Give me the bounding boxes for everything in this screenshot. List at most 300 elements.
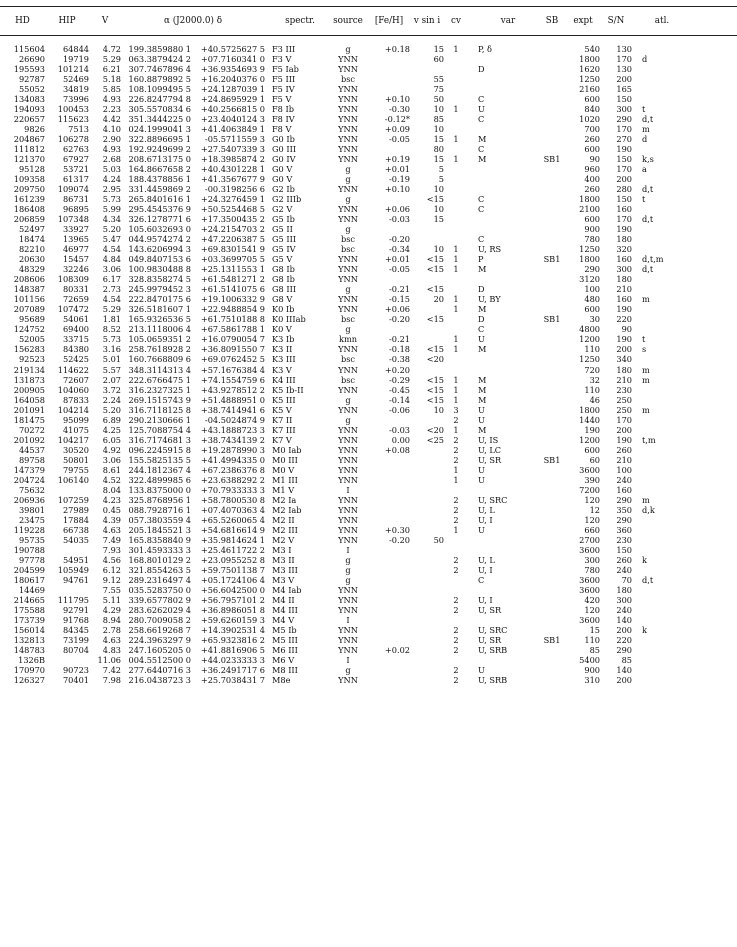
cell-ra: 125.7088754 4 <box>128 424 191 435</box>
cell-sb <box>538 525 566 535</box>
cell-hd: 161239 <box>13 194 45 205</box>
cell-dec: +19.2878990 3 <box>200 444 265 455</box>
cell-v: 5.01 <box>102 354 121 365</box>
cell-v: 4.23 <box>102 494 121 505</box>
cell-sb <box>538 234 566 244</box>
cell-expt: 700 <box>584 124 600 135</box>
cell-vsini <box>410 304 444 314</box>
cell-cv: 1 <box>453 524 459 535</box>
col-header-expt: expt <box>573 16 593 26</box>
cell-dec: +58.7800530 8 <box>200 494 265 505</box>
cell-feh: +0.01 <box>384 164 410 175</box>
cell-feh: +0.08 <box>384 444 410 455</box>
cell-v: 8.61 <box>102 464 121 475</box>
cell-var <box>468 365 538 375</box>
cell-atl: d,t <box>642 184 654 195</box>
cell-hip: 104214 <box>57 404 89 415</box>
cell-spectr: M3 V <box>272 574 295 585</box>
table-row <box>0 354 737 364</box>
cell-ra: 316.2327325 1 <box>128 384 191 395</box>
cell-source: YNN <box>338 534 358 545</box>
cell-spectr: G8 V <box>272 294 293 305</box>
cell-atl <box>632 174 682 184</box>
cell-source: YNN <box>338 364 358 375</box>
cell-expt: 2160 <box>579 84 600 95</box>
cell-hd: 206859 <box>13 214 45 225</box>
cell-dec: +24.2154703 2 <box>200 224 265 235</box>
cell-sn: 260 <box>616 444 632 455</box>
cell-cv: 2 <box>453 564 459 575</box>
cell-sb <box>538 405 566 415</box>
cell-ra: 088.7928716 1 <box>128 504 191 515</box>
cell-v: 8.52 <box>102 324 121 335</box>
cell-hd: 156014 <box>13 624 45 635</box>
cell-spectr: K0 IIIab <box>272 314 306 325</box>
cell-source: YNN <box>338 204 358 215</box>
col-header-sb: SB <box>545 16 559 26</box>
cell-vsini <box>410 224 444 234</box>
cell-feh: -0.18 <box>389 344 410 355</box>
cell-source: g <box>345 574 351 585</box>
cell-hip: 67927 <box>62 154 89 165</box>
cell-ra: 160.8879892 5 <box>128 74 191 85</box>
cell-sb <box>538 284 566 294</box>
cell-sb <box>538 64 566 74</box>
table-row <box>0 144 737 154</box>
cell-spectr: M8 III <box>272 664 298 675</box>
cell-v: 3.06 <box>102 264 121 275</box>
cell-source: bsc <box>340 244 356 255</box>
cell-sb <box>538 565 566 575</box>
cell-dec: +61.5141075 6 <box>200 284 265 295</box>
cell-hip: 94761 <box>62 574 89 585</box>
cell-v: 4.39 <box>102 514 121 525</box>
cell-atl: k <box>642 554 647 565</box>
cell-vsini <box>410 64 444 74</box>
cell-atl <box>632 425 682 435</box>
cell-ra: 205.1845521 3 <box>128 524 191 535</box>
cell-feh <box>368 515 410 525</box>
cell-ra: 155.5825135 5 <box>128 454 191 465</box>
cell-atl: m <box>642 494 650 505</box>
cell-sn: 180 <box>616 274 632 285</box>
cell-vsini: <20 <box>426 424 444 435</box>
cell-expt: 1200 <box>579 334 600 345</box>
cell-dec: +69.8301541 9 <box>200 244 265 255</box>
cell-feh <box>368 575 410 585</box>
cell-spectr: M3 III <box>272 564 298 575</box>
cell-dec: +40.4301228 1 <box>200 164 265 175</box>
table-row <box>0 515 737 525</box>
cell-source: YNN <box>338 594 358 605</box>
cell-atl <box>632 605 682 615</box>
cell-spectr: K4 III <box>272 374 296 385</box>
cell-ra: 160.7668809 6 <box>128 354 191 365</box>
cell-hip <box>45 485 89 495</box>
cell-spectr: G0 IV <box>272 154 296 165</box>
cell-hip: 54035 <box>62 534 89 545</box>
cell-ra: 290.2130666 1 <box>128 414 191 425</box>
cell-expt: 420 <box>584 594 600 605</box>
cell-v: 2.24 <box>102 394 121 405</box>
cell-expt: 260 <box>584 184 600 195</box>
cell-spectr: M4 III <box>272 604 298 615</box>
cell-feh: +0.10 <box>384 94 410 105</box>
cell-v: 6.89 <box>102 414 121 425</box>
cell-expt: 1800 <box>579 404 600 415</box>
col-header-hd: HD <box>15 16 30 26</box>
cell-hd: 204724 <box>13 474 45 485</box>
cell-hd: 9826 <box>24 124 45 135</box>
cell-hip: 90723 <box>62 664 89 675</box>
cell-atl: d,t <box>642 264 654 275</box>
cell-feh <box>368 495 410 505</box>
cell-sb <box>538 505 566 515</box>
cell-dec: +25.1311553 1 <box>200 264 265 275</box>
cell-v: 4.52 <box>102 474 121 485</box>
cell-vsini: <15 <box>426 194 444 205</box>
cell-cv <box>444 224 468 234</box>
cell-sb <box>538 365 566 375</box>
cell-var <box>468 174 538 184</box>
cell-v: 7.55 <box>102 584 121 595</box>
cell-expt: 110 <box>584 634 600 645</box>
cell-dec: +18.3985874 2 <box>200 154 265 165</box>
cell-vsini <box>410 665 444 675</box>
cell-cv: 2 <box>453 634 459 645</box>
cell-atl <box>632 324 682 334</box>
table-row <box>0 675 737 685</box>
cell-feh <box>368 485 410 495</box>
cell-dec: +40.2566815 0 <box>200 104 265 115</box>
cell-cv: 2 <box>453 594 459 605</box>
header-row <box>0 7 737 35</box>
cell-atl <box>632 64 682 74</box>
cell-source: g <box>345 44 351 54</box>
cell-hd: 48329 <box>18 264 45 275</box>
cell-atl <box>632 585 682 595</box>
cell-vsini: <15 <box>426 264 444 275</box>
cell-source: bsc <box>340 314 356 325</box>
cell-sn: 170 <box>616 214 632 225</box>
table-row <box>0 184 737 194</box>
cell-vsini <box>410 505 444 515</box>
cell-hip: 80704 <box>62 644 89 655</box>
cell-var: U, I <box>478 514 493 525</box>
cell-cv: 1 <box>453 374 459 385</box>
cell-expt: 660 <box>584 524 600 535</box>
cell-v: 6.12 <box>102 564 121 575</box>
cell-sb <box>538 334 566 344</box>
cell-ra: 269.1515743 9 <box>128 394 191 405</box>
cell-v: 4.83 <box>102 644 121 655</box>
cell-sn: 230 <box>616 384 632 395</box>
cell-hd: 219134 <box>13 364 45 375</box>
table-row <box>0 234 737 244</box>
cell-dec: +25.7038431 7 <box>200 674 265 685</box>
cell-cv <box>444 485 468 495</box>
cell-spectr: M5 III <box>272 634 298 645</box>
cell-var: U, SRB <box>478 674 508 685</box>
cell-expt: 190 <box>584 424 600 435</box>
cell-spectr: G2 IIIb <box>272 194 302 205</box>
cell-spectr: K3 V <box>272 364 292 375</box>
cell-cv: 1 <box>453 304 459 315</box>
cell-v: 5.85 <box>102 84 121 95</box>
cell-v: 5.99 <box>102 204 121 215</box>
cell-hip: 107348 <box>57 214 89 225</box>
cell-cv <box>444 184 468 194</box>
cell-vsini: 10 <box>433 104 444 115</box>
cell-dec: +35.9814624 1 <box>200 534 265 545</box>
cell-atl: t <box>642 194 646 205</box>
cell-sb <box>538 445 566 455</box>
cell-expt: 310 <box>584 674 600 685</box>
cell-spectr: M2 V <box>272 534 295 545</box>
cell-v: 5.03 <box>102 164 121 175</box>
cell-atl <box>632 445 682 455</box>
cell-sb <box>538 555 566 565</box>
cell-expt: 5400 <box>579 654 600 665</box>
cell-v: 5.57 <box>102 364 121 375</box>
cell-atl <box>632 665 682 675</box>
cell-sn: 190 <box>616 334 632 345</box>
cell-var: P <box>478 254 484 265</box>
cell-expt: 3600 <box>579 584 600 595</box>
cell-v: 4.42 <box>102 114 121 125</box>
cell-hip: 7513 <box>68 124 89 135</box>
cell-v: 6.21 <box>102 64 121 75</box>
cell-sn: 290 <box>616 494 632 505</box>
cell-hip: 84345 <box>62 624 89 635</box>
cell-feh: +0.06 <box>384 304 410 315</box>
cell-spectr: F8 Ib <box>272 104 294 115</box>
cell-atl <box>632 475 682 485</box>
cell-hip: 72607 <box>62 374 89 385</box>
cell-source: g <box>345 554 351 565</box>
cell-var: U <box>478 414 485 425</box>
cell-source: YNN <box>338 444 358 455</box>
cell-ra: 224.3963297 9 <box>128 634 191 645</box>
table-row <box>0 164 737 174</box>
cell-sn: 290 <box>616 114 632 125</box>
cell-sn: 210 <box>616 374 632 385</box>
cell-v: 5.11 <box>102 594 121 605</box>
cell-hip: 95099 <box>62 414 89 425</box>
cell-var: U, RS <box>478 244 502 255</box>
cell-ra: 133.8375000 0 <box>128 484 191 495</box>
cell-ra: 100.9830488 8 <box>128 264 191 275</box>
cell-source: I <box>346 614 350 625</box>
cell-atl: m <box>642 404 650 415</box>
cell-source: g <box>345 394 351 405</box>
cell-expt: 600 <box>584 94 600 105</box>
cell-sn: 220 <box>616 314 632 325</box>
cell-hip: 50801 <box>62 454 89 465</box>
cell-dec: +38.7414941 6 <box>200 404 265 415</box>
cell-spectr: M3 II <box>272 554 295 565</box>
cell-expt: 90 <box>589 154 600 165</box>
cell-atl: d,t <box>642 574 654 585</box>
cell-source: g <box>345 414 351 425</box>
cell-expt: 12 <box>589 504 600 515</box>
cell-ra: 322.4899985 6 <box>128 474 191 485</box>
cell-sn: 200 <box>616 424 632 435</box>
cell-hd: 92787 <box>18 74 45 85</box>
cell-spectr: K0 V <box>272 324 292 335</box>
cell-expt: 32 <box>589 374 600 385</box>
cell-cv <box>444 274 468 284</box>
cell-ra: 213.1118006 4 <box>128 324 191 335</box>
cell-hd: 208606 <box>13 274 45 285</box>
cell-hip: 114622 <box>57 364 89 375</box>
cell-sb <box>538 545 566 555</box>
cell-dec: +23.6388292 2 <box>200 474 265 485</box>
cell-source: bsc <box>340 234 356 245</box>
cell-spectr: G0 V <box>272 174 293 185</box>
cell-feh <box>368 605 410 615</box>
cell-atl: k <box>642 624 647 635</box>
cell-dec: +74.1554759 6 <box>200 374 265 385</box>
table-row <box>0 405 737 415</box>
cell-sb <box>538 425 566 435</box>
cell-spectr: G5 Ib <box>272 214 295 225</box>
cell-hip: 70401 <box>62 674 89 685</box>
cell-sb <box>538 475 566 485</box>
cell-sb <box>538 415 566 425</box>
cell-vsini: 15 <box>433 44 444 54</box>
cell-dec: +41.3567677 9 <box>200 174 265 185</box>
cell-hd: 95128 <box>18 164 45 175</box>
table-row <box>0 254 737 264</box>
cell-spectr: K5 V <box>272 404 292 415</box>
table-row <box>0 94 737 104</box>
cell-dec: +54.6816614 9 <box>200 524 265 535</box>
cell-hip: 109074 <box>57 184 89 195</box>
cell-source: YNN <box>338 124 358 135</box>
cell-source: YNN <box>338 434 358 445</box>
cell-hip: 46977 <box>62 244 89 255</box>
cell-var: U <box>478 474 485 485</box>
cell-v: 5.73 <box>102 194 121 205</box>
cell-source: YNN <box>338 184 358 195</box>
cell-sb <box>538 655 566 665</box>
cell-vsini <box>410 415 444 425</box>
table-row <box>0 154 737 164</box>
cell-atl <box>632 455 682 465</box>
cell-hip: 104217 <box>57 434 89 445</box>
cell-sn: 360 <box>616 524 632 535</box>
cell-atl: d,k <box>642 504 655 515</box>
cell-v: 4.24 <box>102 174 121 185</box>
cell-cv <box>444 234 468 244</box>
cell-var: U <box>478 104 485 115</box>
cell-source: g <box>345 664 351 675</box>
cell-sb <box>538 665 566 675</box>
cell-hd: 186408 <box>13 204 45 215</box>
cell-feh: -0.12* <box>384 114 410 125</box>
cell-v: 6.17 <box>102 274 121 285</box>
cell-hip: 34819 <box>62 84 89 95</box>
cell-cv: 3 <box>453 404 459 415</box>
cell-expt: 1620 <box>579 64 600 75</box>
cell-v: 4.92 <box>102 444 121 455</box>
cell-sn: 290 <box>616 644 632 655</box>
cell-hd: 147379 <box>13 464 45 475</box>
cell-hd: 134083 <box>13 94 45 105</box>
cell-source: YNN <box>338 104 358 115</box>
cell-feh: +0.20 <box>384 364 410 375</box>
table-row <box>0 64 737 74</box>
cell-feh: -0.05 <box>389 264 410 275</box>
cell-sn: 190 <box>616 304 632 315</box>
cell-v: 4.63 <box>102 524 121 535</box>
cell-feh: -0.06 <box>389 404 410 415</box>
cell-sn: 320 <box>616 244 632 255</box>
cell-hd: 200905 <box>13 384 45 395</box>
cell-var: D <box>478 314 485 325</box>
cell-spectr: M2 Iab <box>272 504 302 515</box>
cell-cv: 2 <box>453 644 459 655</box>
cell-expt: 3600 <box>579 614 600 625</box>
cell-vsini <box>410 655 444 665</box>
cell-spectr: K7 V <box>272 434 292 445</box>
cell-hd: 52005 <box>18 334 45 345</box>
cell-source: YNN <box>338 604 358 615</box>
cell-feh <box>368 475 410 485</box>
cell-sn: 210 <box>616 454 632 465</box>
cell-source: g <box>345 224 351 235</box>
cell-expt: 1250 <box>579 244 600 255</box>
cell-atl: t <box>642 104 646 115</box>
cell-expt: 120 <box>584 494 600 505</box>
cell-cv: 1 <box>453 134 459 145</box>
cell-vsini: <15 <box>426 344 444 355</box>
table-row <box>0 605 737 615</box>
cell-ra: 222.8470175 6 <box>128 294 191 305</box>
cell-dec: +14.3902531 4 <box>200 624 265 635</box>
cell-cv: 1 <box>453 254 459 265</box>
cell-v: 6.05 <box>102 434 121 445</box>
cell-cv: 2 <box>453 624 459 635</box>
table-row <box>0 294 737 304</box>
cell-feh <box>368 274 410 284</box>
cell-dec: +36.8986051 8 <box>200 604 265 615</box>
cell-hip: 96895 <box>62 204 89 215</box>
cell-hd: 101156 <box>13 294 45 305</box>
cell-var <box>468 615 538 625</box>
table-row <box>0 565 737 575</box>
cell-ra: 244.1812367 4 <box>128 464 191 475</box>
cell-hip: 32246 <box>62 264 89 275</box>
cell-sb <box>538 485 566 495</box>
cell-sn: 180 <box>616 364 632 375</box>
cell-ra: 165.9326536 5 <box>128 314 191 325</box>
cell-atl <box>632 44 682 54</box>
cell-hip: 61317 <box>62 174 89 185</box>
cell-expt: 540 <box>584 44 600 54</box>
cell-cv <box>444 535 468 545</box>
table-row <box>0 635 737 645</box>
cell-expt: 4800 <box>579 324 600 335</box>
cell-feh: +0.02 <box>384 644 410 655</box>
cell-hip: 33715 <box>62 334 89 345</box>
cell-var: C <box>478 324 485 335</box>
cell-cv: 1 <box>453 104 459 115</box>
cell-sn: 300 <box>616 594 632 605</box>
cell-v: 4.54 <box>102 244 121 255</box>
cell-var <box>468 84 538 94</box>
